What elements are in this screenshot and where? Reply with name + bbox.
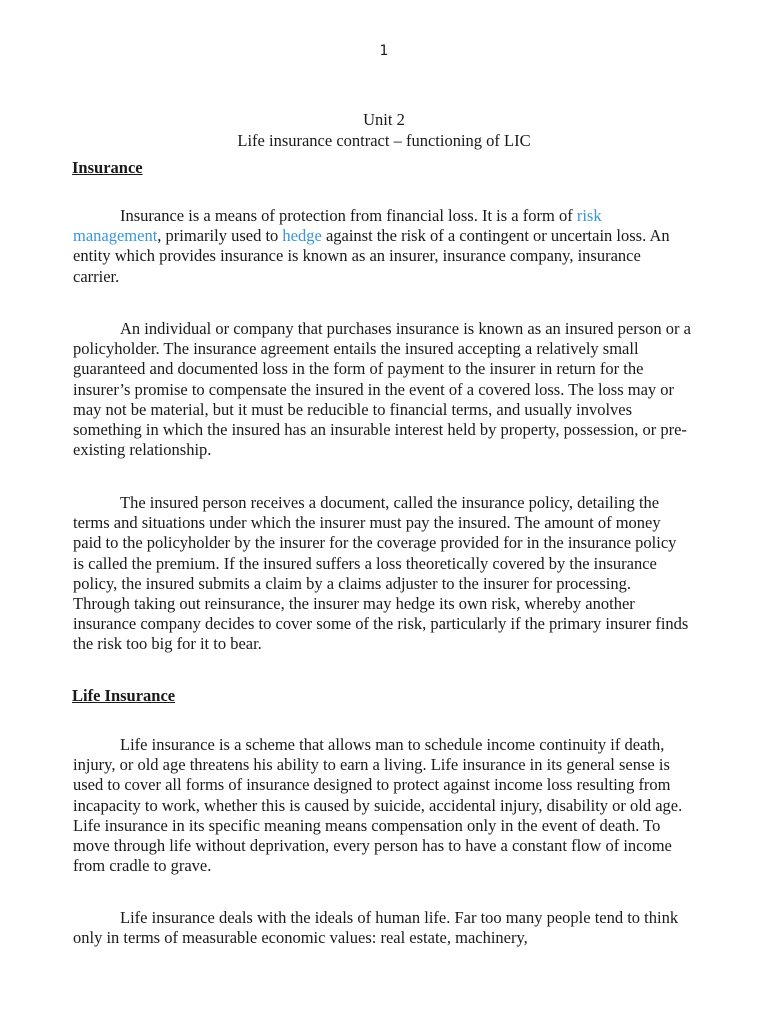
paragraph-insurance-policy: The insured person receives a document, called the insurance policy, detailing the terms and situations under which the insurer must pay the insured. The amount of money paid to the policyholder by the insurer for the coverage provided for in the insurance policy is called the premium. If the insured suffers a loss theoretically covered by the insurance policy, the insured submits a claim by a claims adjuster to the insurer for processing. Through taking out reinsurance, the insurer may hedge its own risk, whereby another insurance company decides to cover some of the risk, particularly if the primary insurer finds the risk too big for it to bear. xyxy=(73,493,689,654)
paragraph-human-life-ideals: Life insurance deals with the ideals of human life. Far too many people tend to think only in terms of measurable economic values: real estate, machinery, xyxy=(73,908,679,948)
section-heading-insurance: Insurance xyxy=(72,158,143,177)
paragraph-text: against the risk of a contingent or uncertain loss. An entity which provides insurance is known as an insurer, insurance company, insurance carrier. xyxy=(73,226,670,286)
page-number: 1 xyxy=(379,43,389,59)
document-subtitle: Life insurance contract – functioning of LIC xyxy=(237,131,531,150)
risk-management-link[interactable]: risk management xyxy=(73,206,602,246)
section-heading-life-insurance: Life Insurance xyxy=(72,686,176,705)
paragraph-text: Insurance is a means of protection from financial loss. It is a form of xyxy=(120,206,577,225)
paragraph-text: , primarily used to xyxy=(157,226,283,246)
document-title-block xyxy=(0,109,768,151)
paragraph-insurance-definition xyxy=(73,206,691,287)
paragraph-policyholder: An individual or company that purchases insurance is known as an insured person or a policyholder. The insurance agreement entails the insured accepting a relatively small guaranteed and documented loss in the form of payment to the insurer in return for the insurer’s promise to compensate the insured in the event of a covered loss. The loss may or may not be material, but it must be reducible to financial terms, and usually involves something in which the insured has an insurable interest held by property, possession, or pre-existing relationship. xyxy=(73,319,691,460)
hedge-link[interactable]: hedge xyxy=(282,226,322,246)
unit-title: Unit 2 xyxy=(363,110,405,129)
paragraph-life-insurance-scheme: Life insurance is a scheme that allows man to schedule income continuity if death, injury, or old age threatens his ability to earn a living. Life insurance in its general sense is used to cover all forms of insurance designed to protect against income loss resulting from incapacity to work, whether this is caused by suicide, accidental injury, disability or old age. Life insurance in its specific meaning means compensation only in the event of death. To move through life without deprivation, every person has to have a constant flow of income from cradle to grave. xyxy=(73,735,683,876)
